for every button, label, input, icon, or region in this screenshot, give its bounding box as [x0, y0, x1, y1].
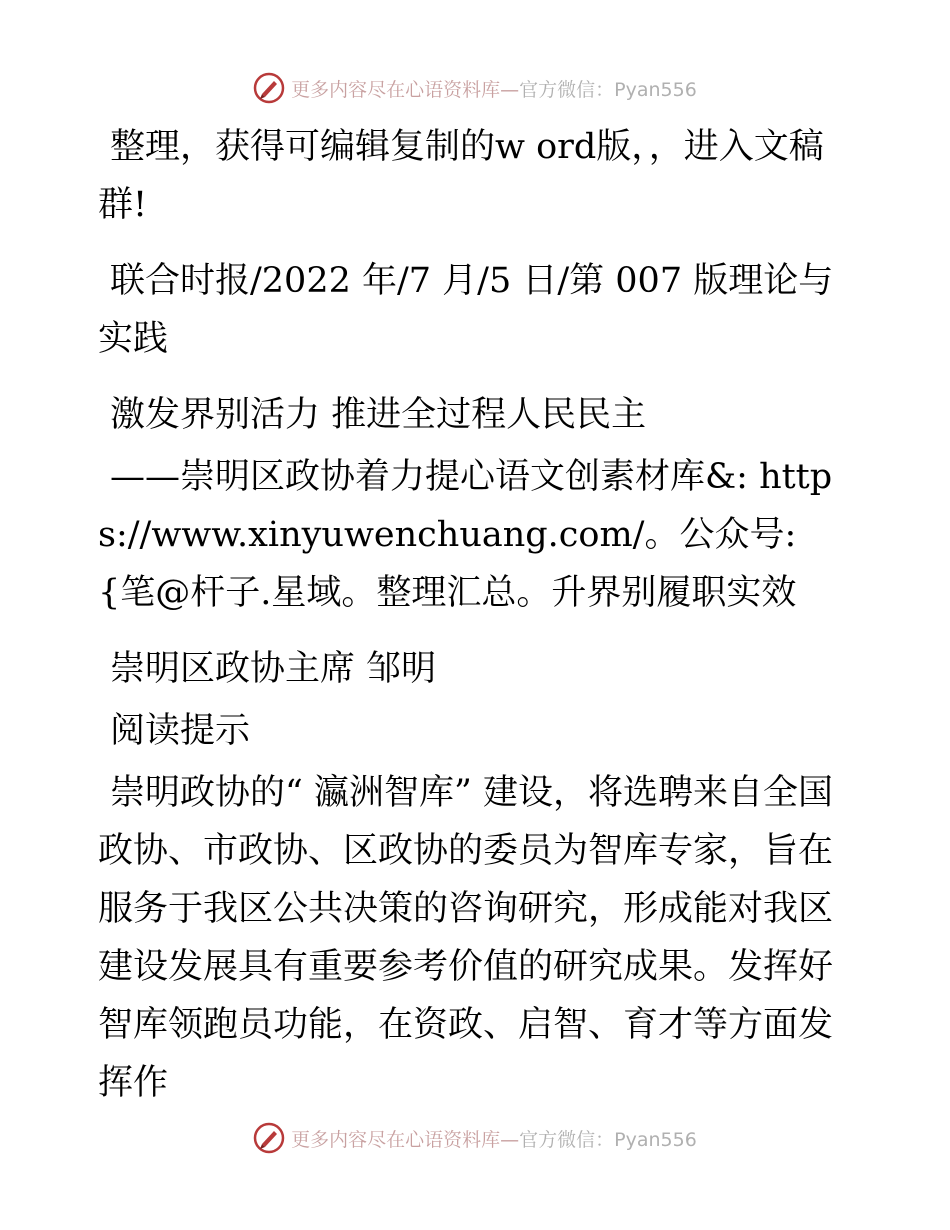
watermark-text: 更多内容尽在心语资料库—官方微信：Pyan556 [291, 1128, 697, 1151]
paragraph-source: 联合时报/2022 年/7 月/5 日/第 007 版理论与实践 [98, 261, 834, 359]
paragraph-body: 崇明政协的“ 瀛洲智库” 建设，将选聘来自全国政协、市政协、区政协的委员为智库专家，旨在服务于我区公共决策的咨询研究，形成能对我区建设发展具有重要参考价值的研究成果。发挥好智库领跑员功能，在资政、启智、育才等方面发挥作 [98, 773, 834, 1103]
reading-tip-heading: 阅读提示 [110, 711, 251, 751]
watermark-text: 更多内容尽在心语资料库—官方微信：Pyan556 [291, 78, 697, 101]
watermark-banner-bottom [0, 1122, 950, 1154]
article-title: 激发界别活力 推进全过程人民民主 [110, 395, 647, 435]
author-line: 崇明区政协主席 邹明 [110, 649, 437, 689]
article-subtitle: ——崇明区政协着力提心语文创素材库&: https://www.xinyuwenchuang.com/。公众号: {笔@杆子.星域。整理汇总。升界别履职实效 [98, 457, 833, 613]
pen-logo-icon [253, 1122, 285, 1154]
watermark-banner-top [0, 72, 950, 104]
pen-logo-icon [253, 72, 285, 104]
paragraph-intro: 整理，获得可编辑复制的w ord版，，进入文稿群! [98, 127, 824, 225]
document-body [98, 118, 858, 1130]
